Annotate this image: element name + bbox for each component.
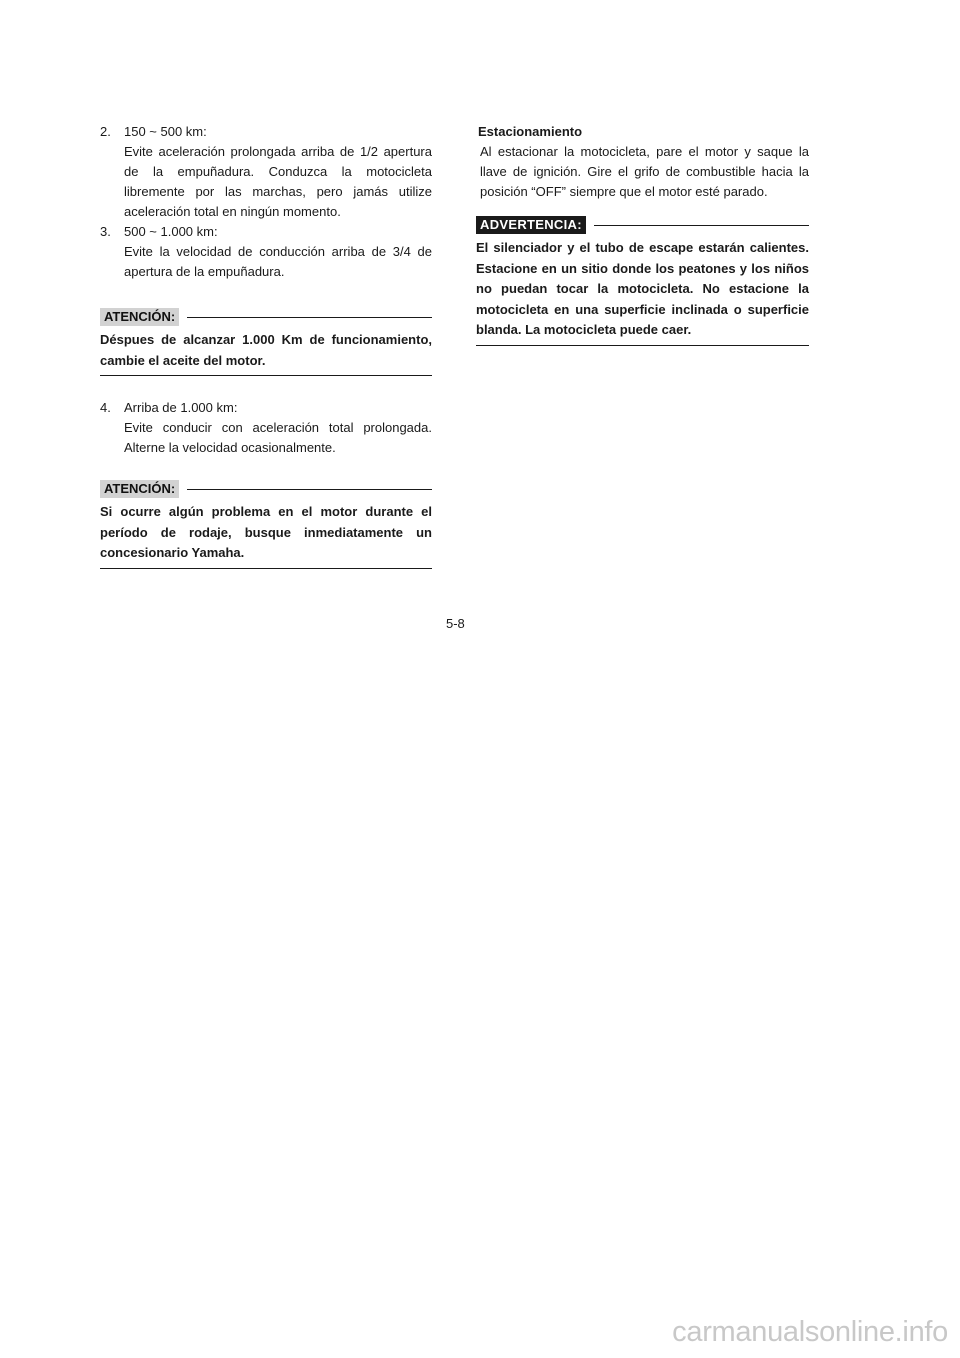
caution-label: ATENCIÓN: [100,308,179,326]
item-range: 150 ~ 500 km: [124,124,207,139]
item-range: Arriba de 1.000 km: [124,400,238,415]
item-number: 3. [100,224,111,239]
item-number: 2. [100,124,111,139]
list-item-4 [100,398,432,458]
divider [187,489,432,490]
caution-notice-1 [100,308,432,376]
divider [594,225,809,226]
item-text: Evite aceleración prolongada arriba de 1/2 apertura de la empuñadura. Conduzca la motocicleta libremente por las marchas, pero jamás utilize aceleración total en ningún momento. [124,144,432,219]
left-column [100,122,432,569]
list-item-3 [100,222,432,282]
caution-label: ATENCIÓN: [100,480,179,498]
item-range: 500 ~ 1.000 km: [124,224,218,239]
caution-notice-2 [100,480,432,569]
caution-text: Déspues de alcanzar 1.000 Km de funcionamiento, cambie el aceite del motor. [100,330,432,376]
page-number: 5-8 [446,616,465,631]
watermark: carmanualsonline.info [672,1316,948,1348]
item-number: 4. [100,400,111,415]
item-text: Evite conducir con aceleración total prolongada. Alterne la velocidad ocasionalmente. [124,420,432,455]
warning-label: ADVERTENCIA: [476,216,586,234]
item-text: Evite la velocidad de conducción arriba de 3/4 de apertura de la empuñadura. [124,244,432,279]
warning-text: El silenciador y el tubo de escape estarán calientes. Estacione en un sitio donde los peatones y los niños no puedan tocar la motocicleta. No estacione la motocicleta en una superficie inclinada o superficie blanda. La motocicleta puede caer. [476,238,809,346]
warning-notice [476,216,809,346]
caution-text: Si ocurre algún problema en el motor durante el período de rodaje, busque inmediatamente un concesionario Yamaha. [100,502,432,569]
section-text: Al estacionar la motocicleta, pare el motor y saque la llave de ignición. Gire el grifo de combustible hacia la posición “OFF” siempre que el motor esté parado. [480,144,809,199]
right-column [476,122,809,346]
list-item-2 [100,122,432,222]
section-title: Estacionamiento [478,124,583,139]
divider [187,317,432,318]
